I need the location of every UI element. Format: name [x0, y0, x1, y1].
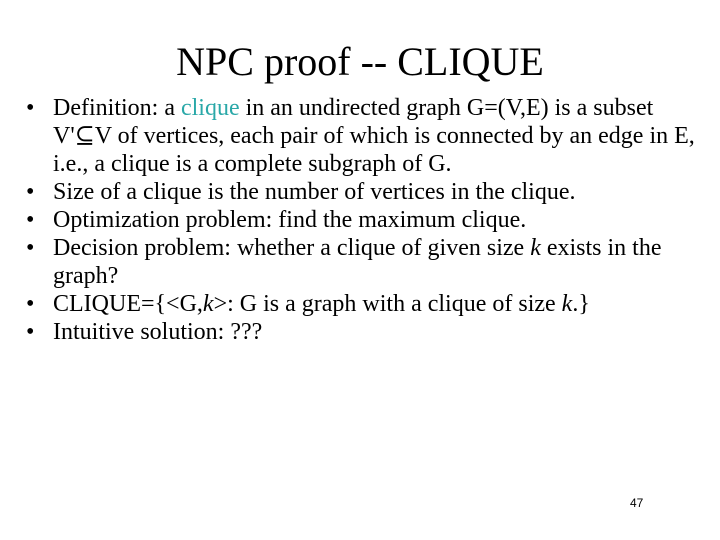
clique-term: clique [180, 95, 240, 121]
bullet-decision [26, 234, 706, 290]
bullet-icon: • [26, 291, 35, 317]
bullet-text: Intuitive solution: ??? [53, 319, 263, 345]
bullet-text: in an undirected graph G=(V,E) is a subset V' [53, 95, 654, 149]
bullet-text: Decision problem: whether a clique of given size [53, 235, 531, 261]
bullet-text: Definition: a [53, 95, 181, 121]
variable-k: k [530, 235, 541, 261]
bullet-size [26, 178, 706, 206]
bullet-optimization [26, 206, 706, 234]
page-number: 47 [630, 496, 644, 510]
bullet-icon: • [26, 319, 35, 345]
bullet-intuitive-solution [26, 318, 706, 346]
variable-k: k [561, 291, 573, 317]
bullet-text: Size of a clique is the number of vertices in the clique. [53, 179, 576, 205]
bullet-icon: • [26, 235, 35, 261]
variable-k: k [202, 291, 214, 317]
slide-title: NPC proof -- CLIQUE [176, 39, 544, 84]
bullet-clique-language [26, 290, 706, 318]
bullet-text: Optimization problem: find the maximum clique. [53, 207, 527, 233]
bullet-icon: • [26, 95, 35, 121]
bullet-text: V of vertices, each pair of which is connected by an edge in E, i.e., a clique is a complete subgraph of G. [53, 123, 695, 177]
bullet-text: >: G is a graph with a clique of size [213, 291, 562, 317]
bullet-text: .} [572, 291, 590, 317]
bullet-list [26, 94, 706, 346]
bullet-definition [26, 94, 706, 178]
subset-symbol: ⊆ [74, 123, 95, 149]
bullet-text: CLIQUE={<G, [53, 291, 203, 317]
bullet-text: exists in the graph? [53, 235, 662, 289]
bullet-icon: • [26, 179, 35, 205]
bullet-icon: • [26, 207, 35, 233]
